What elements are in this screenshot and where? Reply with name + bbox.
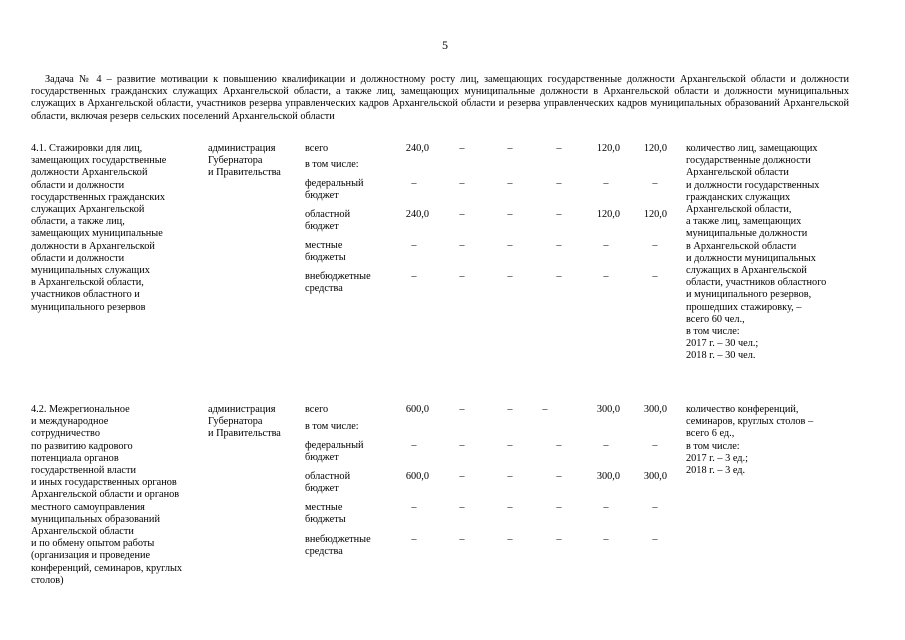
value-cell: – bbox=[507, 271, 513, 282]
value-cell: 300,0 bbox=[643, 471, 667, 482]
page-number: 5 bbox=[442, 38, 448, 52]
value-cell: – bbox=[603, 240, 609, 251]
value-cell: – bbox=[603, 178, 609, 189]
value-cell: – bbox=[556, 502, 562, 513]
value-cell: – bbox=[507, 471, 513, 482]
value-cell: – bbox=[603, 502, 609, 513]
value-total: 600,0 bbox=[405, 404, 429, 415]
value-cell: 600,0 bbox=[405, 471, 429, 482]
value-cell: – bbox=[507, 404, 513, 415]
value-cell: – bbox=[556, 209, 562, 220]
value-cell: – bbox=[556, 143, 562, 154]
value-cell: – bbox=[556, 178, 562, 189]
value-cell: – bbox=[556, 271, 562, 282]
value-cell: – bbox=[411, 440, 417, 451]
value-cell: – bbox=[411, 178, 417, 189]
value-cell: – bbox=[652, 440, 658, 451]
value-cell: – bbox=[556, 534, 562, 545]
value-cell: 120,0 bbox=[596, 143, 620, 154]
value-cell: – bbox=[652, 502, 658, 513]
value-cell: – bbox=[459, 209, 465, 220]
source-label: внебюджетные средства bbox=[305, 271, 371, 295]
source-label: местные бюджеты bbox=[305, 502, 346, 526]
value-cell: – bbox=[556, 440, 562, 451]
value-cell: – bbox=[459, 178, 465, 189]
value-cell: – bbox=[652, 240, 658, 251]
value-cell: – bbox=[411, 240, 417, 251]
value-cell: – bbox=[411, 271, 417, 282]
value-cell: 120,0 bbox=[643, 209, 667, 220]
value-cell: – bbox=[507, 143, 513, 154]
source-label: федеральный бюджет bbox=[305, 178, 364, 202]
value-cell: 300,0 bbox=[596, 471, 620, 482]
measure-result: количество лиц, замещающих государственные должности Архангельской области и должности государственных гражданских служащих Архангельской области, а также лиц, замещающих муниципальные должности в Архангельской области и должности муниципальных служащих в Архангельской области, участников областного и муниципального резервов, прошедших стажировку, – всего 60 чел., в том числе: 2017 г. – 30 чел.; 2018 г. – 30 чел. bbox=[686, 143, 827, 362]
value-cell: – bbox=[603, 440, 609, 451]
value-cell: – bbox=[652, 178, 658, 189]
value-cell: – bbox=[542, 404, 548, 415]
measure-result: количество конференций, семинаров, круглых столов – всего 6 ед., в том числе: 2017 г. – 3 ед.; 2018 г. – 3 ед. bbox=[686, 404, 814, 477]
value-cell: – bbox=[556, 240, 562, 251]
value-cell: – bbox=[507, 240, 513, 251]
value-cell: – bbox=[411, 534, 417, 545]
measure-executor: администрация Губернатора и Правительства bbox=[208, 404, 281, 440]
value-cell: – bbox=[507, 534, 513, 545]
value-cell: 120,0 bbox=[643, 143, 667, 154]
value-cell: – bbox=[507, 502, 513, 513]
value-total: 240,0 bbox=[405, 143, 429, 154]
value-cell: – bbox=[459, 502, 465, 513]
measure-executor: администрация Губернатора и Правительства bbox=[208, 143, 281, 179]
source-label: всего bbox=[305, 404, 329, 415]
value-cell: – bbox=[507, 178, 513, 189]
value-cell: – bbox=[459, 534, 465, 545]
measure-title: 4.2. Межрегиональное и международное сотрудничество по развитию кадрового потенциала органов государственной власти и иных государственных органов Архангельской области и органов местного самоуправления муниципальных образований Архангельской области и по обмену опытом работы (организация и проведение конференций, семинаров, круглых столов) bbox=[31, 404, 183, 586]
value-cell: 300,0 bbox=[596, 404, 620, 415]
value-cell: – bbox=[411, 502, 417, 513]
measure-title: 4.1. Стажировки для лиц, замещающих государственные должности Архангельской области и должности государственных гражданских служащих Архангельской области, а также лиц, замещающих муниципальные должности в Архангельской области и должности муниципальных служащих в Архангельской области, участников областного и муниципального резервов bbox=[31, 143, 167, 313]
source-label: областной бюджет bbox=[305, 471, 351, 495]
value-cell: 120,0 bbox=[596, 209, 620, 220]
source-label: местные бюджеты bbox=[305, 240, 346, 264]
task-heading: Задача № 4 – развитие мотивации к повышению квалификации и должностному росту лиц, замещающих государственные должности Архангельской области и должности государственных гражданских служащих Архангельской области, а также лиц, замещающих муниципальные должности в Архангельской области и должности муниципальных служащих в Архангельской области, участников резерва управленческих кадров Архангельской области и резерва управленческих кадров муниципальных образований Архангельской области, включая резерв сельских поселений Архангельской области bbox=[31, 74, 849, 122]
value-cell: – bbox=[507, 440, 513, 451]
value-cell: – bbox=[652, 534, 658, 545]
value-cell: – bbox=[459, 440, 465, 451]
value-cell: – bbox=[603, 271, 609, 282]
source-label: внебюджетные средства bbox=[305, 534, 371, 558]
value-cell: – bbox=[507, 209, 513, 220]
value-cell: – bbox=[459, 271, 465, 282]
source-label: в том числе: bbox=[305, 421, 359, 432]
value-cell: – bbox=[459, 143, 465, 154]
value-cell: – bbox=[459, 240, 465, 251]
value-cell: – bbox=[459, 404, 465, 415]
value-cell: – bbox=[556, 471, 562, 482]
value-cell: – bbox=[459, 471, 465, 482]
source-label: областной бюджет bbox=[305, 209, 351, 233]
value-cell: – bbox=[603, 534, 609, 545]
source-label: федеральный бюджет bbox=[305, 440, 364, 464]
value-cell: 240,0 bbox=[405, 209, 429, 220]
source-label: всего bbox=[305, 143, 329, 154]
value-cell: – bbox=[652, 271, 658, 282]
source-label: в том числе: bbox=[305, 159, 359, 170]
value-cell: 300,0 bbox=[643, 404, 667, 415]
